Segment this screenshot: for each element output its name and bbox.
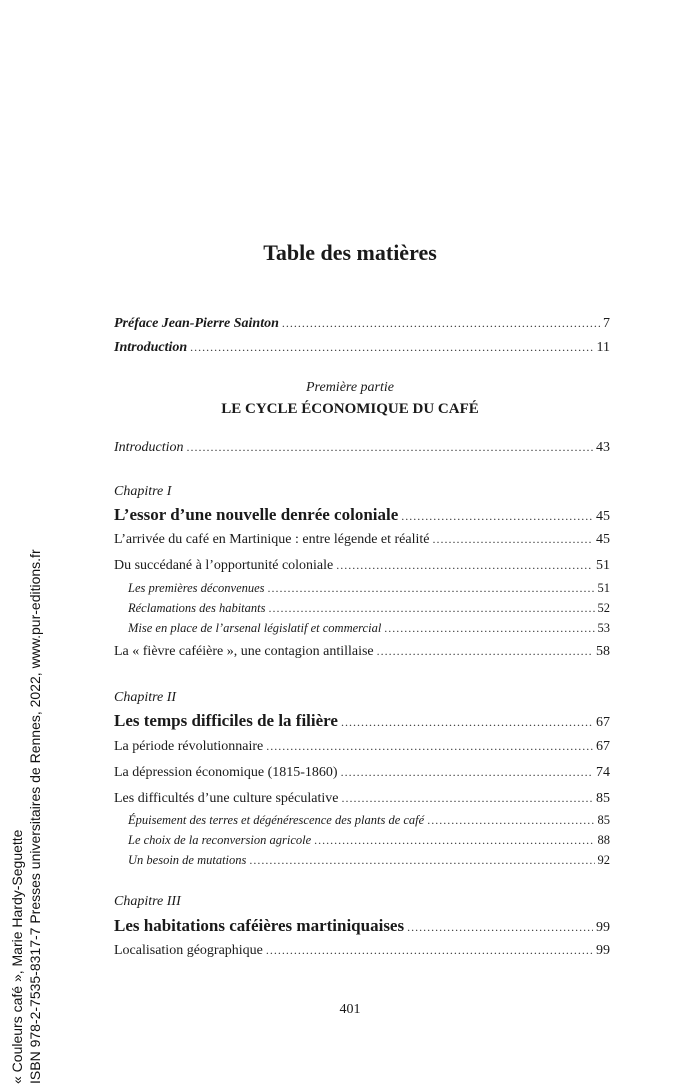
leader-dots — [341, 791, 593, 806]
toc-entry-page: 43 — [596, 440, 610, 455]
chapter-title: Les temps difficiles de la filière — [114, 711, 338, 730]
part-title: LE CYCLE ÉCONOMIQUE DU CAFÉ — [221, 401, 479, 417]
leader-dots — [377, 644, 593, 659]
toc-entry-label: Du succédané à l’opportunité coloniale — [114, 558, 334, 573]
toc-entry-label: Les premières déconvenues — [128, 581, 265, 595]
toc-entry-page: 53 — [597, 621, 610, 635]
toc-entry-label: Préface Jean-Pierre Sainton — [114, 316, 279, 331]
page-title: Table des matières — [263, 240, 437, 265]
toc-entry-page: 45 — [596, 509, 610, 524]
leader-dots — [190, 340, 593, 355]
toc-entry-label: La dépression économique (1815-1860) — [114, 765, 338, 780]
leader-dots — [268, 581, 595, 596]
toc-entry[interactable] — [114, 739, 610, 755]
toc-subentry[interactable] — [128, 813, 610, 828]
toc-entry-page: 11 — [596, 340, 610, 355]
leader-dots — [186, 440, 593, 455]
toc-entry-page: 51 — [596, 558, 610, 573]
toc-entry-part-introduction[interactable] — [114, 440, 610, 456]
toc-entry-label: Introduction — [114, 440, 184, 455]
toc-entry-page: 74 — [596, 765, 610, 780]
chapter-label: Chapitre II — [114, 690, 177, 705]
chapter-title: Les habitations caféières martiniquaises — [114, 916, 405, 935]
toc-entry[interactable] — [114, 644, 610, 660]
toc-entry-label: Introduction — [114, 340, 188, 355]
toc-entry-page: 99 — [596, 920, 610, 935]
toc-entry-page: 52 — [597, 601, 610, 615]
leader-dots — [427, 813, 594, 828]
leader-dots — [384, 621, 594, 636]
toc-entry-label: Mise en place de l’arsenal législatif et commercial — [128, 621, 382, 635]
part-label: Première partie — [306, 380, 394, 395]
toc-entry-preface[interactable] — [114, 316, 610, 332]
toc-subentry[interactable] — [128, 601, 610, 616]
chapter-label: Chapitre I — [114, 484, 172, 499]
toc-entry[interactable] — [114, 558, 610, 574]
toc-entry-page: 92 — [597, 853, 610, 867]
toc-subentry[interactable] — [128, 621, 610, 636]
leader-dots — [249, 853, 594, 868]
chapter-title-entry[interactable] — [114, 505, 610, 525]
toc-entry-page: 45 — [596, 532, 610, 547]
toc-entry-page: 99 — [596, 943, 610, 958]
page-number: 401 — [339, 1002, 361, 1017]
toc-entry-label: Réclamations des habitants — [128, 601, 266, 615]
copyright-sidebar — [8, 524, 44, 1084]
toc-entry-label: Les difficultés d’une culture spéculative — [114, 791, 339, 806]
leader-dots — [266, 943, 593, 958]
leader-dots — [341, 765, 593, 780]
toc-entry[interactable] — [114, 791, 610, 807]
leader-dots — [266, 739, 593, 754]
toc-subentry[interactable] — [128, 853, 610, 868]
leader-dots — [341, 715, 593, 730]
leader-dots — [336, 558, 593, 573]
leader-dots — [407, 920, 593, 935]
toc-entry-page: 58 — [596, 644, 610, 659]
toc-entry-page: 85 — [596, 791, 610, 806]
leader-dots — [282, 316, 600, 331]
sidebar-line-1: « Couleurs café », Marie Hardy-Seguette — [9, 829, 25, 1084]
toc-subentry[interactable] — [128, 833, 610, 848]
chapter-label: Chapitre III — [114, 894, 181, 909]
toc-entry-label: La période révolutionnaire — [114, 739, 264, 754]
toc-entry-label: L’arrivée du café en Martinique : entre légende et réalité — [114, 532, 430, 547]
toc-entry-introduction[interactable] — [114, 340, 610, 356]
toc-entry-page: 67 — [596, 739, 610, 754]
leader-dots — [433, 532, 594, 547]
toc-entry[interactable] — [114, 943, 610, 959]
toc-entry-page: 85 — [597, 813, 610, 827]
chapter-title: L’essor d’une nouvelle denrée coloniale — [114, 505, 399, 524]
toc-entry-label: La « fièvre caféière », une contagion antillaise — [114, 644, 374, 659]
leader-dots — [401, 509, 593, 524]
toc-subentry[interactable] — [128, 581, 610, 596]
toc-entry-label: Le choix de la reconversion agricole — [128, 833, 312, 847]
toc-entry-label: Épuisement des terres et dégénérescence des plants de café — [128, 813, 425, 827]
toc-entry-label: Localisation géographique — [114, 943, 263, 958]
toc-entry[interactable] — [114, 765, 610, 781]
toc-entry-label: Un besoin de mutations — [128, 853, 247, 867]
leader-dots — [269, 601, 595, 616]
chapter-title-entry[interactable] — [114, 916, 610, 936]
toc-entry-page: 88 — [597, 833, 610, 847]
toc-entry-page: 7 — [603, 316, 610, 331]
leader-dots — [314, 833, 594, 848]
chapter-title-entry[interactable] — [114, 711, 610, 731]
toc-entry[interactable] — [114, 532, 610, 548]
toc-entry-page: 67 — [596, 715, 610, 730]
sidebar-line-2: ISBN 978-2-7535-8317-7 Presses universitaires de Rennes, 2022, www.pur-editions.fr — [27, 549, 43, 1084]
toc-entry-page: 51 — [597, 581, 610, 595]
